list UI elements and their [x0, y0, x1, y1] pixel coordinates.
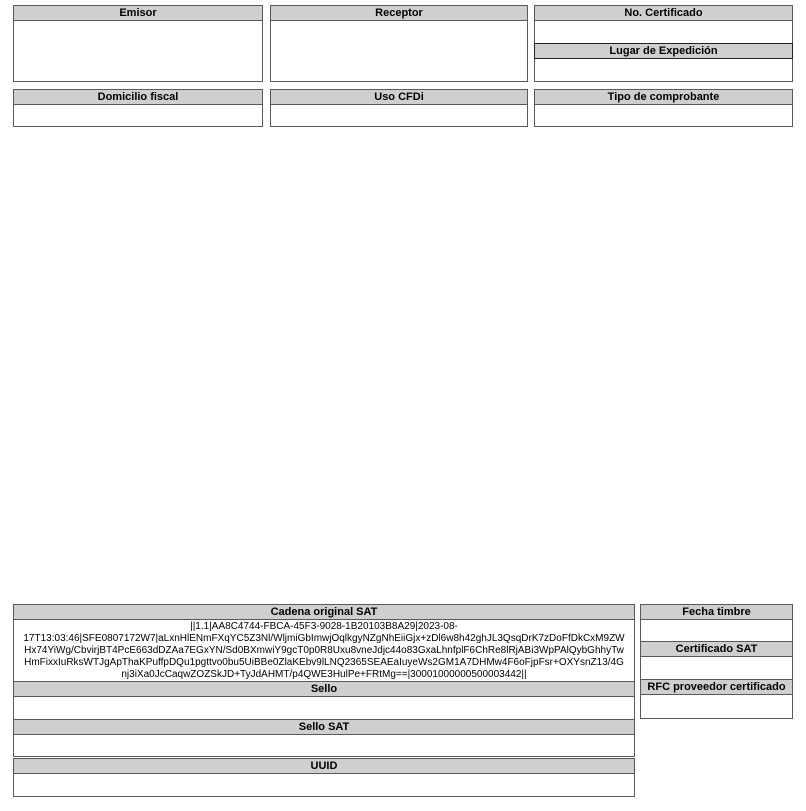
- no-certificado-header: No. Certificado: [534, 5, 793, 21]
- uuid-header: UUID: [13, 758, 635, 774]
- sello-header: Sello: [13, 681, 635, 697]
- cadena-original-line: nj3iXa0JcCaqwZOZSkJD+TyJdAHMT/p4QWE3HulPe+FRtMg==|30001000000500003442||: [121, 669, 527, 680]
- cadena-original-line: Hx74YiWg/CbvirjBT4PcE663dDZAa7EGxYN/Sd0BXmwiY9gcT0p0R8Uxu8vneJdjc44o83GxaLhnfplF6ChRe8lRjABi3WpPAlQybGhhyTw: [24, 645, 624, 656]
- rfc-proveedor-header: RFC proveedor certificado: [640, 679, 793, 695]
- receptor-header: Receptor: [270, 5, 528, 21]
- fecha-timbre-header: Fecha timbre: [640, 604, 793, 620]
- lugar-expedicion-header: Lugar de Expedición: [534, 43, 793, 59]
- uso-cfdi-header: Uso CFDi: [270, 89, 528, 105]
- tipo-comprobante-header: Tipo de comprobante: [534, 89, 793, 105]
- cadena-original-header: Cadena original SAT: [13, 604, 635, 620]
- cadena-original-text: [14, 621, 634, 681]
- domicilio-fiscal-header: Domicilio fiscal: [13, 89, 263, 105]
- cadena-original-line: 17T13:03:46|SFE0807172W7|aLxnHlENmFXqYC5Z3Nl/WljmiGbImwjOqlkgyNZgNhEiiGjx+zDl6w8h42ghJL3QsqDrK7zDoFfDkCxM9ZW: [23, 633, 625, 644]
- sello-sat-header: Sello SAT: [13, 719, 635, 735]
- cadena-original-line: ||1.1|AA8C4744-FBCA-45F3-9028-1B20103B8A29|2023-08-: [190, 621, 458, 632]
- cadena-original-line: HmFixxIuRksWTJgApThaKPuffpDQu1pgttvo0bu5UiBBe0ZlaKEbv9lLNQ2365SEAEaIuyeWs2GM1A7DHMw4F6oFjpFsr+OXYsnZ13/4G: [24, 657, 624, 668]
- certificado-sat-header: Certificado SAT: [640, 641, 793, 657]
- emisor-header: Emisor: [13, 5, 263, 21]
